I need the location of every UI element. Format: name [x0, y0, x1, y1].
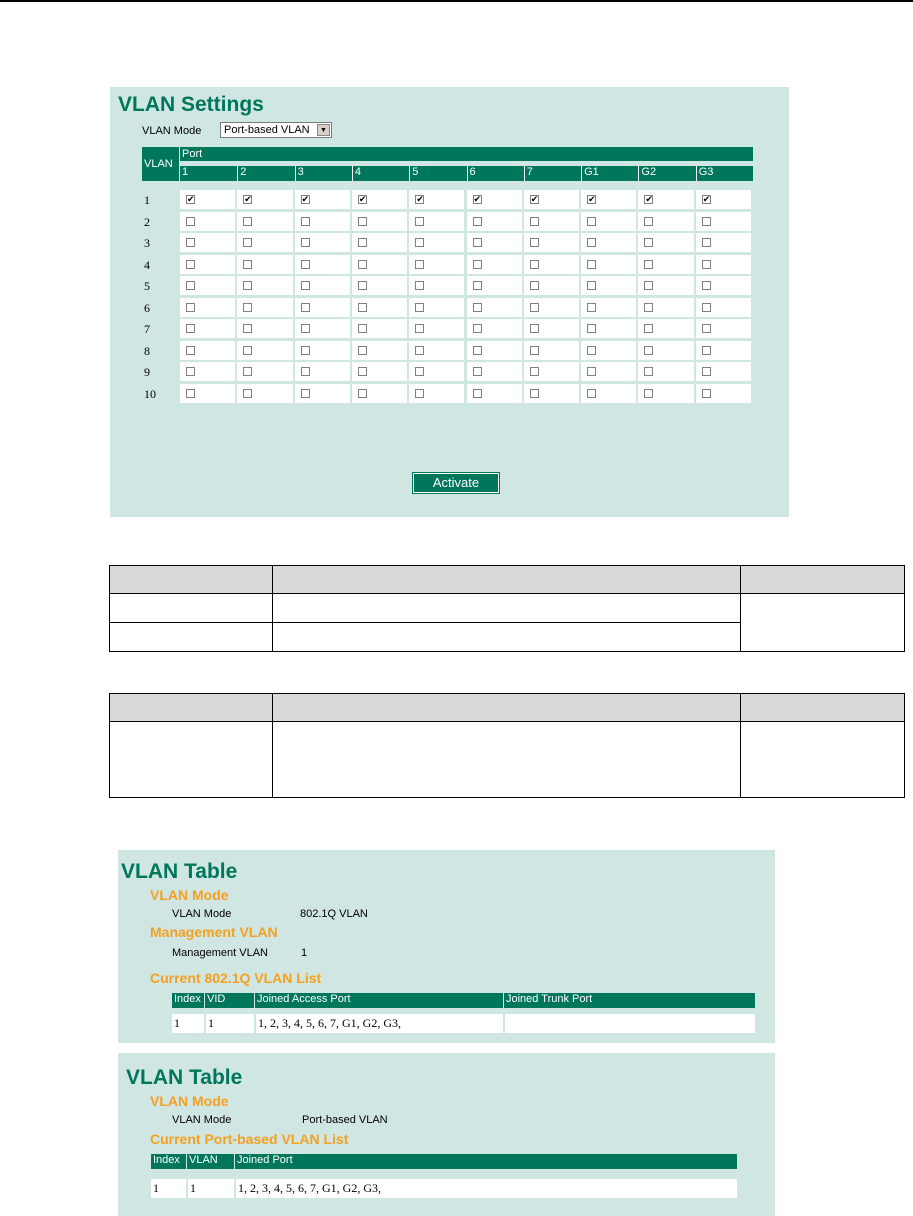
port-header-g2: G2: [638, 166, 695, 181]
port-checkbox-g3[interactable]: [702, 238, 711, 247]
port-cell: [638, 298, 693, 317]
port-cell: [467, 319, 522, 338]
port-checkbox-1[interactable]: [186, 303, 195, 312]
port-checkbox-1[interactable]: [186, 281, 195, 290]
port-cell: [524, 212, 579, 231]
vlan-mode-label: VLAN Mode: [172, 1114, 232, 1126]
header-vlan: VLAN: [186, 1154, 234, 1169]
vlan-id-label: 4: [144, 257, 150, 272]
header-joined-access-port: Joined Access Port: [254, 993, 503, 1008]
port-cell: [409, 212, 464, 231]
cell-vid: 1: [204, 1014, 254, 1033]
vlan-id-label: 9: [144, 365, 150, 379]
port-cell: [524, 319, 579, 338]
port-checkbox-6[interactable]: [473, 346, 482, 355]
management-vlan-value: 1: [301, 947, 308, 959]
table-header-cell: [110, 694, 273, 722]
header-index: Index: [153, 1154, 180, 1166]
port-checkbox-g3[interactable]: [702, 303, 711, 312]
vlan-id-label: 10: [144, 386, 156, 401]
port-cell: [696, 298, 751, 317]
port-cell: [180, 362, 235, 381]
table-header-cell: [741, 566, 905, 594]
port-checkbox-3[interactable]: ✔: [301, 194, 310, 204]
port-checkbox-g2[interactable]: [644, 303, 653, 312]
port-checkbox-3[interactable]: [301, 281, 310, 290]
port-checkbox-1[interactable]: [186, 260, 195, 269]
cell-joined-trunk-port: [503, 1014, 755, 1033]
port-cell: [409, 384, 464, 403]
port-header-2: 2: [237, 166, 294, 181]
port-checkbox-4[interactable]: [358, 217, 367, 226]
port-cell: [180, 233, 235, 252]
port-cell: [237, 298, 292, 317]
activate-button[interactable]: Activate: [413, 473, 499, 493]
port-checkbox-4[interactable]: [358, 367, 367, 376]
port-checkbox-4[interactable]: [358, 346, 367, 355]
table-cell: [110, 722, 273, 798]
port-header-7: 7: [524, 166, 581, 181]
port-cell: [524, 233, 579, 252]
settings-description-table-1: [109, 565, 905, 652]
port-checkbox-6[interactable]: [473, 324, 482, 333]
port-cell: [352, 276, 407, 295]
cell-index: 1: [174, 1016, 180, 1030]
port-cell: [638, 190, 693, 209]
port-cell: [581, 212, 636, 231]
port-cell: [295, 255, 350, 274]
section-vlan-mode: VLAN Mode: [150, 1093, 229, 1109]
port-checkbox-4[interactable]: [358, 324, 367, 333]
page-top-rule: [0, 0, 913, 2]
port-checkbox-4[interactable]: [358, 281, 367, 290]
port-checkbox-g2[interactable]: ✔: [645, 194, 653, 204]
port-checkbox-1[interactable]: [186, 217, 195, 226]
table-header-cell: [741, 694, 905, 722]
port-checkbox-3[interactable]: [301, 303, 310, 312]
port-checkbox-1[interactable]: [186, 367, 195, 376]
port-cell: [295, 190, 350, 209]
port-cell: [295, 233, 350, 252]
port-cell: [638, 384, 693, 403]
port-cell: [352, 255, 407, 274]
port-cell: [180, 341, 235, 360]
port-checkbox-g3[interactable]: [702, 367, 711, 376]
table-row: [172, 1014, 755, 1033]
port-checkbox-2[interactable]: [243, 303, 252, 312]
port-cell: [352, 362, 407, 381]
port-cell: [180, 190, 235, 209]
vlan-id-label: 8: [144, 343, 150, 358]
port-checkbox-g3[interactable]: [702, 260, 711, 269]
port-cell: [237, 255, 292, 274]
port-checkbox-g3[interactable]: [702, 389, 711, 398]
port-cell: [409, 276, 464, 295]
port-cell: [581, 190, 636, 209]
port-checkbox-g2[interactable]: [644, 367, 653, 376]
section-vlan-list: Current 802.1Q VLAN List: [150, 970, 322, 986]
vlan-id-label: 7: [144, 322, 150, 336]
vlan-row: [142, 190, 753, 209]
port-checkbox-3[interactable]: [301, 389, 310, 398]
vlan-id-label: 2: [144, 214, 150, 229]
vlan-mode-value: 802.1Q VLAN: [300, 908, 368, 920]
port-cell: [524, 276, 579, 295]
port-checkbox-g1[interactable]: [587, 281, 596, 290]
port-cell: [467, 233, 522, 252]
port-cell: [180, 212, 235, 231]
vlan-id-label: 6: [144, 300, 150, 315]
table-cell: [110, 594, 273, 623]
port-checkbox-3[interactable]: [301, 346, 310, 355]
vlan-row: [142, 341, 753, 360]
port-cell: [638, 319, 693, 338]
port-checkbox-g1[interactable]: ✔: [588, 194, 596, 204]
port-cell: [638, 341, 693, 360]
table-header-cell: [110, 566, 273, 594]
port-checkbox-5[interactable]: [415, 324, 424, 333]
port-checkbox-g1[interactable]: [587, 324, 596, 333]
port-header-g1: G1: [581, 166, 638, 181]
port-cell: [581, 233, 636, 252]
port-cell: [409, 298, 464, 317]
vlan-id-label: 1: [144, 193, 150, 207]
port-checkbox-7[interactable]: [530, 217, 539, 226]
port-cell: [696, 276, 751, 295]
port-header-4: 4: [352, 166, 409, 181]
port-checkbox-6[interactable]: [473, 238, 482, 247]
port-cell: [409, 362, 464, 381]
port-cell: [696, 233, 751, 252]
port-cell: [467, 341, 522, 360]
port-cell: [638, 255, 693, 274]
port-checkbox-g3[interactable]: [702, 324, 711, 333]
vlan-table-title: VLAN Table: [121, 860, 238, 883]
cell-joined-access-port: 1, 2, 3, 4, 5, 6, 7, G1, G2, G3,: [254, 1014, 503, 1033]
port-cell: [467, 298, 522, 317]
port-cell: [524, 362, 579, 381]
port-checkbox-3[interactable]: [301, 324, 310, 333]
port-header-5: 5: [409, 166, 466, 181]
port-checkbox-g2[interactable]: [644, 324, 653, 333]
section-management-vlan: Management VLAN: [150, 924, 278, 940]
port-checkbox-g1[interactable]: [587, 238, 596, 247]
port-cell: [467, 190, 522, 209]
port-checkbox-1[interactable]: [186, 346, 195, 355]
port-checkbox-7[interactable]: [530, 260, 539, 269]
table-cell: [273, 594, 741, 623]
port-checkbox-g1[interactable]: [587, 367, 596, 376]
port-checkbox-g1[interactable]: [587, 389, 596, 398]
port-checkbox-2[interactable]: [243, 389, 252, 398]
vlan-list-header: [172, 993, 755, 1008]
port-cell: [295, 341, 350, 360]
port-checkbox-4[interactable]: [358, 303, 367, 312]
port-cell: [237, 212, 292, 231]
port-cell: [180, 298, 235, 317]
port-cell: [180, 255, 235, 274]
port-checkbox-2[interactable]: [243, 260, 252, 269]
port-group-label: Port: [182, 148, 203, 160]
port-header-6: 6: [467, 166, 524, 181]
port-checkbox-7[interactable]: [530, 303, 539, 312]
port-cell: [237, 362, 292, 381]
table-cell: [110, 623, 273, 652]
port-cell: [581, 384, 636, 403]
table-cell: [741, 722, 905, 798]
settings-description-table-2: [109, 693, 905, 798]
port-checkbox-2[interactable]: ✔: [244, 194, 252, 204]
header-index: Index: [174, 993, 201, 1005]
port-cell: [467, 212, 522, 231]
port-cell: [295, 298, 350, 317]
port-checkbox-g2[interactable]: [644, 346, 653, 355]
header-joined-port: Joined Port: [234, 1154, 737, 1169]
port-cell: [696, 190, 751, 209]
port-checkbox-2[interactable]: [243, 324, 252, 333]
port-checkbox-1[interactable]: [186, 324, 195, 333]
chevron-down-icon[interactable]: ▼: [317, 124, 330, 136]
port-checkbox-7[interactable]: [530, 367, 539, 376]
header-joined-trunk-port: Joined Trunk Port: [503, 993, 755, 1008]
vlan-column-header: [142, 147, 179, 181]
port-cell: [409, 319, 464, 338]
port-group-header: [180, 147, 753, 161]
port-checkbox-1[interactable]: [186, 238, 195, 247]
port-cell: [696, 255, 751, 274]
vlan-list-header: [151, 1154, 737, 1169]
port-checkbox-6[interactable]: ✔: [473, 194, 482, 204]
vlan-settings-panel: [110, 87, 789, 517]
port-cell: [696, 362, 751, 381]
port-checkbox-6[interactable]: [473, 260, 482, 269]
port-cell: [467, 276, 522, 295]
port-checkbox-7[interactable]: [530, 346, 539, 355]
table-row: [151, 1179, 737, 1198]
port-cell: [581, 319, 636, 338]
table-header-cell: [273, 566, 741, 594]
port-checkbox-5[interactable]: [415, 303, 424, 312]
port-checkbox-3[interactable]: [301, 217, 310, 226]
port-checkbox-6[interactable]: [473, 217, 482, 226]
port-cell: [295, 276, 350, 295]
port-checkbox-5[interactable]: [415, 346, 424, 355]
vlan-row: [142, 298, 753, 317]
port-cell: [352, 341, 407, 360]
port-cell: [237, 233, 292, 252]
port-checkbox-5[interactable]: ✔: [416, 194, 424, 204]
port-checkbox-g3[interactable]: [702, 346, 711, 355]
port-cell: [581, 341, 636, 360]
port-cell: [352, 233, 407, 252]
port-cell: [696, 341, 751, 360]
port-checkbox-7[interactable]: [530, 389, 539, 398]
port-checkbox-6[interactable]: [473, 281, 482, 290]
port-cell: [295, 362, 350, 381]
port-cell: [237, 190, 292, 209]
port-cell: [409, 233, 464, 252]
port-checkbox-7[interactable]: ✔: [530, 194, 539, 204]
port-checkbox-g3[interactable]: [702, 281, 711, 290]
port-checkbox-5[interactable]: [415, 260, 424, 269]
port-header-g3: G3: [696, 166, 753, 181]
vlan-row: [142, 233, 753, 252]
port-cell: [409, 341, 464, 360]
vlan-row: [142, 362, 753, 381]
vlan-row: [142, 276, 753, 295]
vlan-mode-label: VLAN Mode: [142, 125, 202, 137]
port-cell: [180, 276, 235, 295]
port-checkbox-2[interactable]: [243, 281, 252, 290]
port-checkbox-5[interactable]: [415, 281, 424, 290]
port-checkbox-2[interactable]: [243, 238, 252, 247]
port-checkbox-5[interactable]: [415, 389, 424, 398]
vlan-mode-label: VLAN Mode: [172, 908, 232, 920]
port-cell: [638, 233, 693, 252]
port-cell: [696, 384, 751, 403]
port-checkbox-2[interactable]: [243, 217, 252, 226]
section-vlan-mode: VLAN Mode: [150, 887, 229, 903]
port-cell: [638, 362, 693, 381]
port-checkbox-5[interactable]: [415, 367, 424, 376]
port-cell: [237, 319, 292, 338]
port-checkbox-g3[interactable]: [702, 217, 711, 226]
section-vlan-list: Current Port-based VLAN List: [150, 1131, 349, 1147]
port-cell: [352, 319, 407, 338]
port-cell: [295, 384, 350, 403]
port-checkbox-1[interactable]: [186, 389, 195, 398]
port-checkbox-g1[interactable]: [587, 303, 596, 312]
port-checkbox-6[interactable]: [473, 389, 482, 398]
port-checkbox-g2[interactable]: [644, 217, 653, 226]
port-cell: [352, 384, 407, 403]
table-cell: [741, 594, 905, 652]
port-checkbox-g1[interactable]: [587, 346, 596, 355]
port-cell: [581, 276, 636, 295]
table-cell: [273, 722, 741, 798]
port-checkbox-4[interactable]: [358, 260, 367, 269]
cell-joined-port: 1, 2, 3, 4, 5, 6, 7, G1, G2, G3,: [234, 1179, 737, 1198]
port-header-1: 1: [182, 166, 189, 178]
port-cell: [581, 255, 636, 274]
port-number-header: [180, 166, 753, 181]
port-cell: [524, 190, 579, 209]
port-cell: [467, 255, 522, 274]
port-cell: [295, 319, 350, 338]
port-cell: [524, 384, 579, 403]
port-checkbox-g3[interactable]: ✔: [702, 194, 711, 204]
port-cell: [638, 212, 693, 231]
vlan-mode-value: Port-based VLAN: [224, 124, 310, 136]
port-checkbox-1[interactable]: ✔: [187, 194, 195, 204]
port-checkbox-4[interactable]: [358, 389, 367, 398]
vlan-table-1q-panel: [118, 850, 775, 1043]
vlan-table-title: VLAN Table: [126, 1066, 243, 1089]
port-cell: [352, 298, 407, 317]
port-cell: [581, 362, 636, 381]
management-vlan-label: Management VLAN: [172, 947, 268, 959]
port-cell: [352, 212, 407, 231]
vlan-row: [142, 255, 753, 274]
port-checkbox-2[interactable]: [243, 346, 252, 355]
port-checkbox-3[interactable]: [301, 260, 310, 269]
port-cell: [352, 190, 407, 209]
port-cell: [180, 384, 235, 403]
vlan-row: [142, 212, 753, 231]
vlan-mode-select[interactable]: [220, 122, 332, 138]
port-cell: [180, 319, 235, 338]
port-checkbox-g2[interactable]: [644, 260, 653, 269]
port-cell: [409, 255, 464, 274]
port-checkbox-g1[interactable]: [587, 217, 596, 226]
port-checkbox-7[interactable]: [530, 238, 539, 247]
vlan-row: [142, 319, 753, 338]
vlan-row: [142, 384, 753, 403]
port-cell: [237, 341, 292, 360]
port-cell: [295, 212, 350, 231]
port-cell: [467, 384, 522, 403]
port-cell: [638, 276, 693, 295]
vlan-mode-value: Port-based VLAN: [302, 1114, 388, 1126]
port-cell: [696, 319, 751, 338]
port-cell: [409, 190, 464, 209]
port-cell: [237, 384, 292, 403]
port-checkbox-4[interactable]: ✔: [358, 194, 367, 204]
port-checkbox-2[interactable]: [243, 367, 252, 376]
port-checkbox-3[interactable]: [301, 238, 310, 247]
port-checkbox-7[interactable]: [530, 324, 539, 333]
port-checkbox-5[interactable]: [415, 238, 424, 247]
port-checkbox-6[interactable]: [473, 303, 482, 312]
table-header-cell: [273, 694, 741, 722]
vlan-table-port-panel: [118, 1053, 775, 1216]
port-cell: [696, 212, 751, 231]
vlan-column-label: VLAN: [144, 158, 173, 170]
port-header-3: 3: [295, 166, 352, 181]
port-checkbox-g1[interactable]: [587, 260, 596, 269]
page-title: VLAN Settings: [118, 93, 264, 116]
port-cell: [524, 298, 579, 317]
vlan-id-label: 3: [144, 236, 150, 250]
port-checkbox-g2[interactable]: [644, 389, 653, 398]
port-cell: [524, 341, 579, 360]
vlan-id-label: 5: [144, 279, 150, 293]
port-checkbox-7[interactable]: [530, 281, 539, 290]
port-checkbox-6[interactable]: [473, 367, 482, 376]
port-cell: [467, 362, 522, 381]
port-cell: [581, 298, 636, 317]
port-checkbox-3[interactable]: [301, 367, 310, 376]
table-cell: [273, 623, 741, 652]
port-checkbox-5[interactable]: [415, 217, 424, 226]
header-vid: VID: [204, 993, 254, 1008]
port-checkbox-4[interactable]: [358, 238, 367, 247]
port-checkbox-g2[interactable]: [644, 238, 653, 247]
port-cell: [524, 255, 579, 274]
cell-vlan: 1: [186, 1179, 234, 1198]
cell-index: 1: [153, 1181, 159, 1195]
port-checkbox-g2[interactable]: [644, 281, 653, 290]
port-cell: [237, 276, 292, 295]
